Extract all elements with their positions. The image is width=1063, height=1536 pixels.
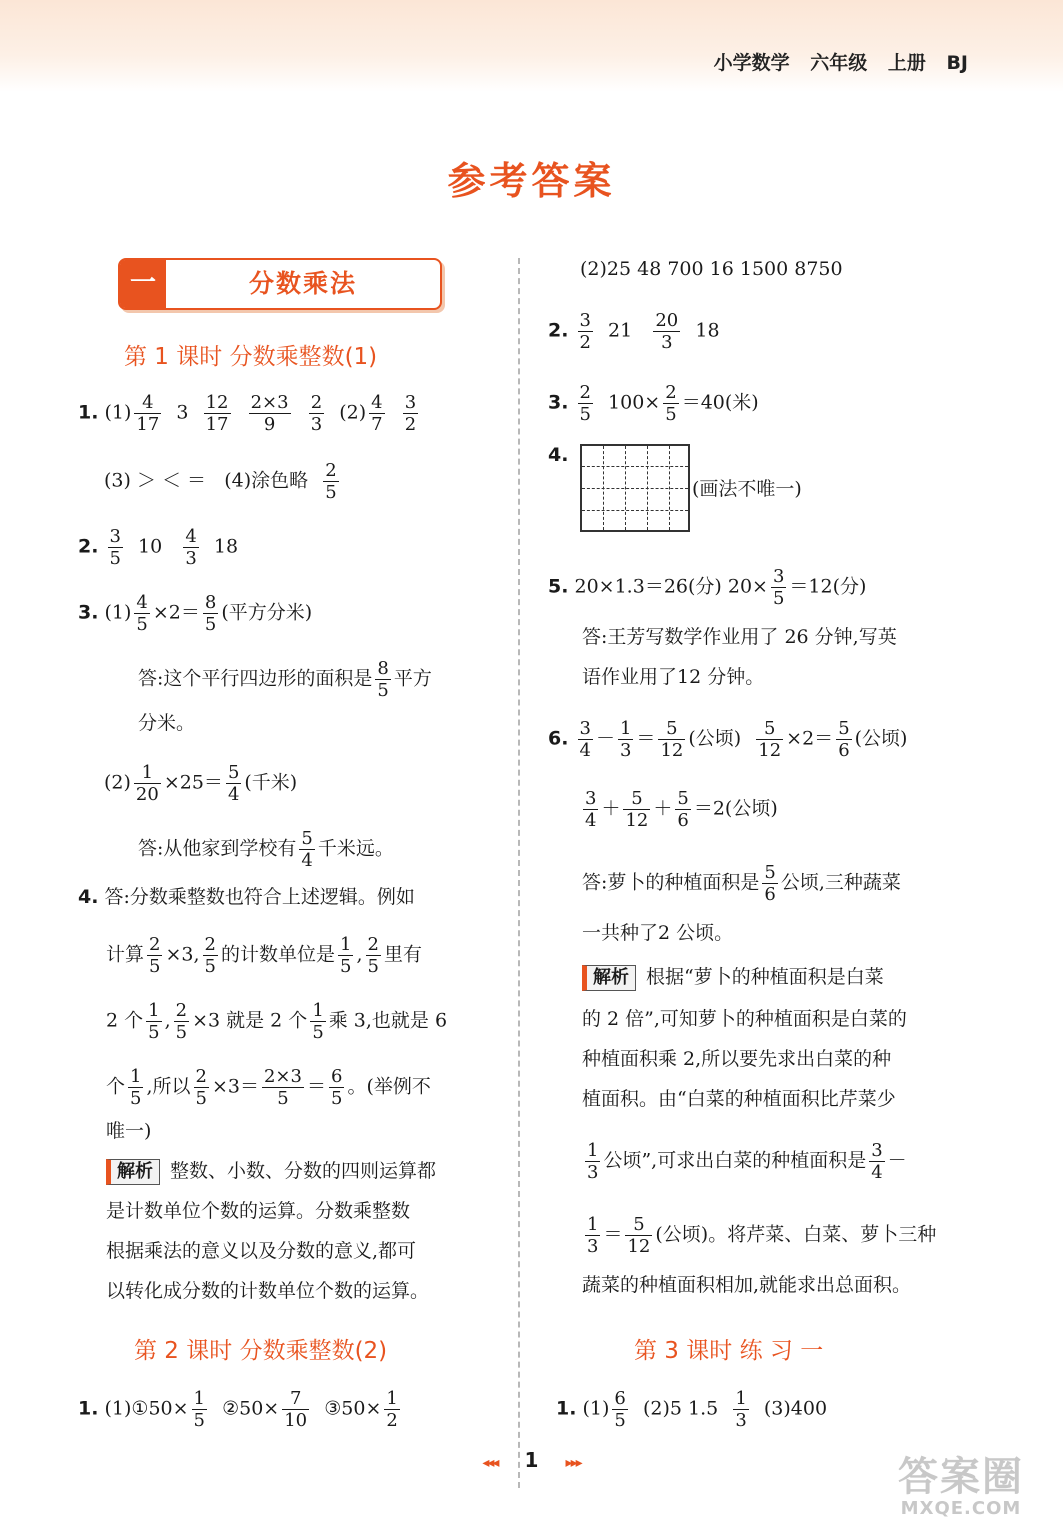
unit-number: 一 — [120, 260, 166, 308]
r-q2 — [548, 310, 720, 353]
fraction: $\frac{5}{12}$ — [660, 718, 684, 761]
fraction: $\frac{4}{3}$ — [185, 526, 197, 569]
text: ×3, — [165, 943, 200, 966]
page-number: 1 — [524, 1448, 539, 1472]
fraction: $\frac{1}{2}$ — [386, 1388, 398, 1431]
value: 18 — [695, 319, 720, 342]
q-number: 2. — [78, 535, 99, 558]
fraction: $\frac{20}{3}$ — [655, 310, 679, 353]
value: 18 — [213, 535, 239, 558]
fraction: $\frac{6}{5}$ — [614, 1388, 626, 1431]
page-header: 小学数学 六年级 上册 BJ — [713, 52, 968, 74]
text: 公顷,三种蔬菜 — [780, 871, 901, 894]
fraction: $\frac{5}{4}$ — [301, 828, 313, 871]
r-q6-analysis-2: 的 2 倍”,可知萝卜的种植面积是白菜的 — [582, 1008, 907, 1030]
text: 根据“萝卜的种植面积是白菜 — [646, 966, 884, 988]
q-number: 4. — [78, 886, 99, 908]
fraction: $\frac{5}{12}$ — [758, 718, 782, 761]
r-q6-line2 — [580, 788, 778, 831]
text: 答:从他家到学校有 — [138, 837, 297, 860]
r-q5 — [548, 566, 866, 609]
fraction: $\frac{5}{6}$ — [838, 718, 850, 761]
shaded-grid-figure — [580, 444, 690, 532]
text: ×2＝ — [786, 727, 834, 750]
text: 个 — [106, 1075, 126, 1098]
lesson-1-heading: 第 1 课时 分数乘整数(1) — [124, 344, 378, 370]
q-number: 2. — [548, 319, 569, 342]
text: (1)①50× — [104, 1397, 189, 1420]
fraction: $\frac{5}{6}$ — [677, 788, 689, 831]
value: 21 — [608, 319, 633, 342]
text: (2)5 1.5 — [642, 1397, 719, 1420]
text: 答:这个平行四边形的面积是 — [138, 667, 373, 690]
fraction: $\frac{1}{20}$ — [135, 762, 159, 805]
q3-answer1-cont: 分米。 — [138, 712, 196, 734]
text: 答:分数乘整数也符合上述逻辑。例如 — [104, 886, 415, 908]
value: 3 — [176, 401, 189, 424]
fraction: $\frac{4}{17}$ — [136, 392, 160, 435]
fraction: $\frac{1}{5}$ — [193, 1388, 205, 1431]
text: 计算 — [106, 943, 145, 966]
text: ＋ — [601, 797, 621, 820]
q4-line3 — [106, 1000, 447, 1043]
text: ×25＝ — [163, 771, 223, 794]
text: 2 个 — [106, 1009, 144, 1032]
analysis-tag: 解析 — [582, 965, 636, 991]
q1-line2 — [104, 460, 342, 503]
text: ×3 就是 2 个 — [192, 1009, 308, 1032]
text: 20×1.3＝26(分) 20× — [574, 575, 768, 598]
q3-line2 — [104, 762, 297, 805]
fraction: $\frac{5}{4}$ — [227, 762, 240, 805]
q-number: 1. — [78, 1397, 99, 1420]
text: ＝2(公顷) — [693, 797, 778, 820]
r-q6-answer-2: 一共种了2 公顷。 — [582, 922, 734, 944]
part-label: (1) — [104, 401, 132, 424]
r-q6-analysis-7: 蔬菜的种植面积相加,就能求出总面积。 — [582, 1274, 912, 1296]
r-q1-part2: (2)25 48 700 16 1500 8750 — [580, 258, 843, 280]
l2-q1-line — [78, 1388, 403, 1431]
r-q4-note: (画法不唯一) — [692, 478, 802, 500]
fraction: $\frac{2}{5}$ — [579, 382, 591, 425]
q4-line4 — [106, 1066, 431, 1109]
fraction: $\frac{1}{3}$ — [587, 1214, 599, 1257]
fraction: $\frac{2}{5}$ — [175, 1000, 188, 1043]
text: ＝40(米) — [681, 391, 759, 414]
part-label: (2) — [104, 771, 131, 794]
r-q3 — [548, 382, 759, 425]
fraction: $\frac{5}{12}$ — [625, 788, 649, 831]
fraction: $\frac{3}{4}$ — [585, 788, 597, 831]
r-q6-analysis-1 — [582, 962, 884, 992]
text: ,所以 — [146, 1075, 191, 1098]
text: ＋ — [653, 797, 673, 820]
watermark — [881, 1456, 1041, 1528]
fraction: $\frac{2}{3}$ — [310, 392, 323, 435]
text: ＝ — [636, 727, 656, 750]
r-q5-answer-2: 语作业用了12 分钟。 — [582, 666, 765, 688]
text: (公顷) — [688, 727, 742, 750]
text: (平方分米) — [221, 601, 313, 624]
q4-analysis-3: 根据乘法的意义以及分数的意义,都可 — [106, 1240, 417, 1262]
text: (公顷)。将芹菜、白菜、萝卜三种 — [655, 1223, 937, 1246]
lesson-2-heading: 第 2 课时 分数乘整数(2) — [134, 1338, 388, 1364]
comparison: ＞ ＜ ＝ — [136, 469, 207, 492]
text: 公顷”,可求出白菜的种植面积是 — [603, 1149, 867, 1172]
text: ×3＝ — [211, 1075, 259, 1098]
text: ＝ — [306, 1075, 326, 1098]
unit-banner — [118, 258, 442, 310]
watermark-logo: 答案圈 — [898, 1454, 1024, 1500]
q4-line1 — [78, 882, 415, 912]
page-title: 参考答案 — [447, 159, 616, 203]
watermark-url: MXQE.COM — [900, 1498, 1022, 1519]
q-number: 5. — [548, 575, 569, 598]
text: (千米) — [244, 771, 298, 794]
fraction: $\frac{5}{6}$ — [764, 862, 776, 905]
text: 里有 — [383, 943, 422, 966]
fraction: $\frac{2\times 3}{5}$ — [263, 1066, 302, 1109]
r-q4-number — [548, 440, 568, 470]
fraction: $\frac{1}{3}$ — [619, 718, 632, 761]
text: 。(举例不 — [347, 1075, 431, 1098]
q-number: 3. — [78, 601, 99, 624]
part-label: (1) — [104, 601, 132, 624]
q-number: 6. — [548, 727, 569, 750]
fraction: $\frac{3}{2}$ — [579, 310, 591, 353]
fraction: $\frac{2\times 3}{9}$ — [250, 392, 289, 435]
r-q6-analysis-4: 植面积。由“白菜的种植面积比芹菜少 — [582, 1088, 896, 1110]
fraction: $\frac{3}{5}$ — [772, 566, 785, 609]
text: 千米远。 — [317, 837, 394, 860]
value: 10 — [138, 535, 163, 558]
part-label: (1) — [582, 1397, 610, 1420]
text: 涂色略 — [251, 469, 309, 492]
text: － — [595, 727, 615, 750]
r-q6-answer-1 — [582, 862, 901, 905]
fraction: $\frac{2}{5}$ — [367, 934, 379, 977]
r-q6-analysis-5 — [582, 1140, 907, 1183]
fraction: $\frac{2}{5}$ — [665, 382, 677, 425]
text: 100× — [608, 391, 661, 414]
fraction: $\frac{4}{7}$ — [371, 392, 383, 435]
fraction: $\frac{2}{5}$ — [195, 1066, 207, 1109]
fraction: $\frac{3}{5}$ — [109, 526, 121, 569]
part-label: (3) — [104, 469, 131, 492]
fraction: $\frac{3}{2}$ — [404, 392, 417, 435]
text: ×2＝ — [152, 601, 200, 624]
text: ＝ — [603, 1223, 623, 1246]
text: (3)400 — [763, 1397, 828, 1420]
text: 答:萝卜的种植面积是 — [582, 871, 760, 894]
fraction: $\frac{5}{12}$ — [627, 1214, 651, 1257]
text: ③50× — [324, 1397, 382, 1420]
text: 的计数单位是 — [220, 943, 335, 966]
column-divider — [518, 258, 520, 1488]
fraction: $\frac{2}{5}$ — [325, 460, 337, 503]
prev-arrows-icon: ◂◂◂ — [482, 1455, 498, 1471]
fraction: $\frac{2}{5}$ — [149, 934, 161, 977]
fraction: $\frac{1}{3}$ — [587, 1140, 599, 1183]
fraction: $\frac{1}{5}$ — [148, 1000, 160, 1043]
r-q6-analysis-6 — [582, 1214, 936, 1257]
text: 平方 — [393, 667, 432, 690]
text: , — [164, 1009, 171, 1032]
q-number: 4. — [548, 444, 569, 466]
q2-line — [78, 526, 238, 569]
q3-line1 — [78, 592, 312, 635]
q1-line1 — [78, 392, 421, 435]
text: ＝12(分) — [789, 575, 867, 598]
q4-line2 — [106, 934, 422, 977]
part-label: (4) — [224, 469, 252, 492]
header-band — [0, 0, 1063, 92]
fraction: $\frac{8}{5}$ — [204, 592, 217, 635]
r-q5-answer-1: 答:王芳写数学作业用了 26 分钟,写英 — [582, 626, 897, 648]
text: － — [887, 1149, 907, 1172]
q4-analysis-1 — [106, 1156, 436, 1186]
l3-q1-line — [556, 1388, 827, 1431]
text: , — [356, 943, 363, 966]
fraction: $\frac{2}{5}$ — [204, 934, 216, 977]
r-q6-line1 — [548, 718, 907, 761]
q-number: 3. — [548, 391, 569, 414]
fraction: $\frac{8}{5}$ — [377, 658, 389, 701]
fraction: $\frac{1}{5}$ — [312, 1000, 324, 1043]
fraction: $\frac{1}{5}$ — [130, 1066, 142, 1109]
text: 乘 3,也就是 6 — [328, 1009, 448, 1032]
r-q6-analysis-3: 种植面积乘 2,所以要先求出白菜的种 — [582, 1048, 892, 1070]
fraction: $\frac{3}{4}$ — [579, 718, 591, 761]
text: (公顷) — [854, 727, 908, 750]
part-label: (2) — [339, 401, 367, 424]
q4-analysis-2: 是计数单位个数的运算。分数乘整数 — [106, 1200, 411, 1222]
analysis-tag: 解析 — [106, 1159, 160, 1185]
next-arrows-icon: ▸▸▸ — [565, 1455, 581, 1471]
q3-answer1 — [138, 658, 432, 701]
q4-line5: 唯一) — [106, 1120, 152, 1142]
q4-analysis-4: 以转化成分数的计数单位个数的运算。 — [106, 1280, 430, 1302]
fraction: $\frac{6}{5}$ — [331, 1066, 343, 1109]
text: 整数、小数、分数的四则运算都 — [170, 1160, 437, 1182]
lesson-3-heading: 第 3 课时 练 习 一 — [634, 1338, 824, 1364]
q-number: 1. — [556, 1397, 577, 1420]
fraction: $\frac{1}{3}$ — [735, 1388, 747, 1431]
fraction: $\frac{3}{4}$ — [871, 1140, 883, 1183]
unit-name: 分数乘法 — [248, 269, 357, 298]
fraction: $\frac{12}{17}$ — [205, 392, 229, 435]
q3-answer2 — [138, 828, 394, 871]
fraction: $\frac{7}{10}$ — [284, 1388, 308, 1431]
fraction: $\frac{1}{5}$ — [340, 934, 352, 977]
fraction: $\frac{4}{5}$ — [136, 592, 148, 635]
q-number: 1. — [78, 401, 99, 424]
text: ②50× — [222, 1397, 280, 1420]
